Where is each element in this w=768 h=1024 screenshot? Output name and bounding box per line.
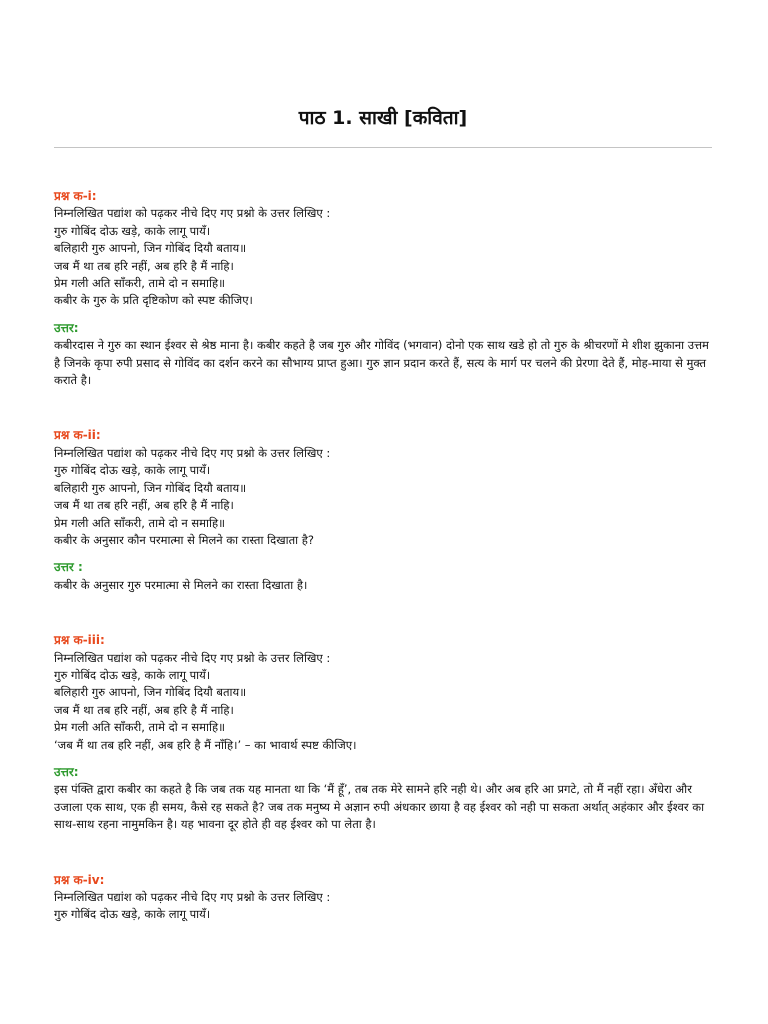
page-title: पाठ 1. साखी [कविता] <box>298 107 468 129</box>
question-text: कबीर के अनुसार कौन परमात्मा से मिलने का रास्ता दिखाता है? <box>54 532 314 547</box>
question-text: कबीर के गुरु के प्रति दृष्टिकोण को स्पष्ट कीजिए। <box>54 293 253 308</box>
answer-text: कबीर के अनुसार गुरु परमात्मा से मिलने का रास्ता दिखाता है। <box>54 577 308 592</box>
verse-line: जब मैं था तब हरि नहीं, अब हरि है मैं नाहि। <box>54 498 234 513</box>
question-instruction: निम्नलिखित पद्यांश को पढ़कर नीचे दिए गए प्रश्नो के उत्तर लिखिए : <box>54 890 331 904</box>
question-label: प्रश्न क-iii: <box>54 633 105 648</box>
question-instruction: निम्नलिखित पद्यांश को पढ़कर नीचे दिए गए प्रश्नो के उत्तर लिखिए : <box>54 445 331 460</box>
verse-line: जब मैं था तब हरि नहीं, अब हरि है मैं नाहि। <box>54 702 234 717</box>
question-label: प्रश्न क-ii: <box>54 428 101 443</box>
question-block-4 <box>54 872 712 924</box>
question-instruction: निम्नलिखित पद्यांश को पढ़कर नीचे दिए गए प्रश्नो के उत्तर लिखिए : <box>54 650 331 665</box>
question-label: प्रश्न क-i: <box>54 189 97 203</box>
verse-line: गुरु गोबिंद दोऊ खड़े, काके लागू पायँ। <box>54 223 211 238</box>
verse-line: गुरु गोबिंद दोऊ खड़े, काके लागू पायँ। <box>54 667 211 682</box>
answer-text: कबीरदास ने गुरु का स्थान ईश्वर से श्रेष्ठ माना है। कबीर कहते है जब गुरु और गोविंद (भगवान) दोनो एक साथ खडे हो तो गुरु के श्रीचरणों मे शीश झुकाना उत्तम है जिनके कृपा रुपी प्रसाद से गोविंद का दर्शन करने का सौभाग्य प्राप्त हुआ। गुरु ज्ञान प्रदान करते हैं, सत्य के मार्ग पर चलने की प्रेरणा देते हैं, मोह-माया से मुक्त कराते है। <box>54 338 709 388</box>
answer-label: उत्तर : <box>54 560 83 575</box>
verse-line: जब मैं था तब हरि नहीं, अब हरि है मैं नाहि। <box>54 258 234 273</box>
verse-line: बलिहारी गुरु आपनो, जिन गोबिंद दियौ बताय॥ <box>54 480 247 495</box>
question-block-1 <box>54 188 712 389</box>
title-divider <box>54 147 712 148</box>
question-block-2 <box>54 427 712 594</box>
question-label: प्रश्न क-iv: <box>54 872 105 887</box>
answer-label: उत्तर: <box>54 764 79 779</box>
question-text: ‘जब मैं था तब हरि नहीं, अब हरि है मैं नाँहि।’ – का भावार्थ स्पष्ट कीजिए। <box>54 737 357 752</box>
answer-label: उत्तर: <box>54 320 79 335</box>
answer-text: इस पंक्ति द्वारा कबीर का कहते है कि जब तक यह मानता था कि ‘मैं हूँ’, तब तक मेरे सामने हरि नही थे। और अब हरि आ प्रगटे, तो मैं नहीं रहा। अँधेरा और उजाला एक साथ, एक ही समय, कैसे रह सकते है? जब तक मनुष्य मे अज्ञान रुपी अंधकार छाया है वह ईश्वर को नही पा सकता अर्थात् अहंकार और ईश्वर का साथ-साथ रहना नामुमकिन है। यह भावना दूर होते ही वह ईश्वर को पा लेता है। <box>54 782 705 832</box>
verse-line: प्रेम गली अति साँकरी, तामे दो न समाहि॥ <box>54 515 225 530</box>
verse-line: प्रेम गली अति साँकरी, तामे दो न समाहि॥ <box>54 720 225 735</box>
verse-line: गुरु गोबिंद दोऊ खड़े, काके लागू पायँ। <box>54 907 211 922</box>
verse-line: गुरु गोबिंद दोऊ खड़े, काके लागू पायँ। <box>54 463 211 478</box>
verse-line: बलिहारी गुरु आपनो, जिन गोबिंद दियौ बताय॥ <box>54 241 247 256</box>
verse-line: बलिहारी गुरु आपनो, जिन गोबिंद दियौ बताय॥ <box>54 685 247 700</box>
question-instruction: निम्नलिखित पद्यांश को पढ़कर नीचे दिए गए प्रश्नो के उत्तर लिखिए : <box>54 206 331 221</box>
verse-line: प्रेम गली अति साँकरी, तामे दो न समाहि॥ <box>54 276 225 291</box>
question-block-3 <box>54 632 712 833</box>
